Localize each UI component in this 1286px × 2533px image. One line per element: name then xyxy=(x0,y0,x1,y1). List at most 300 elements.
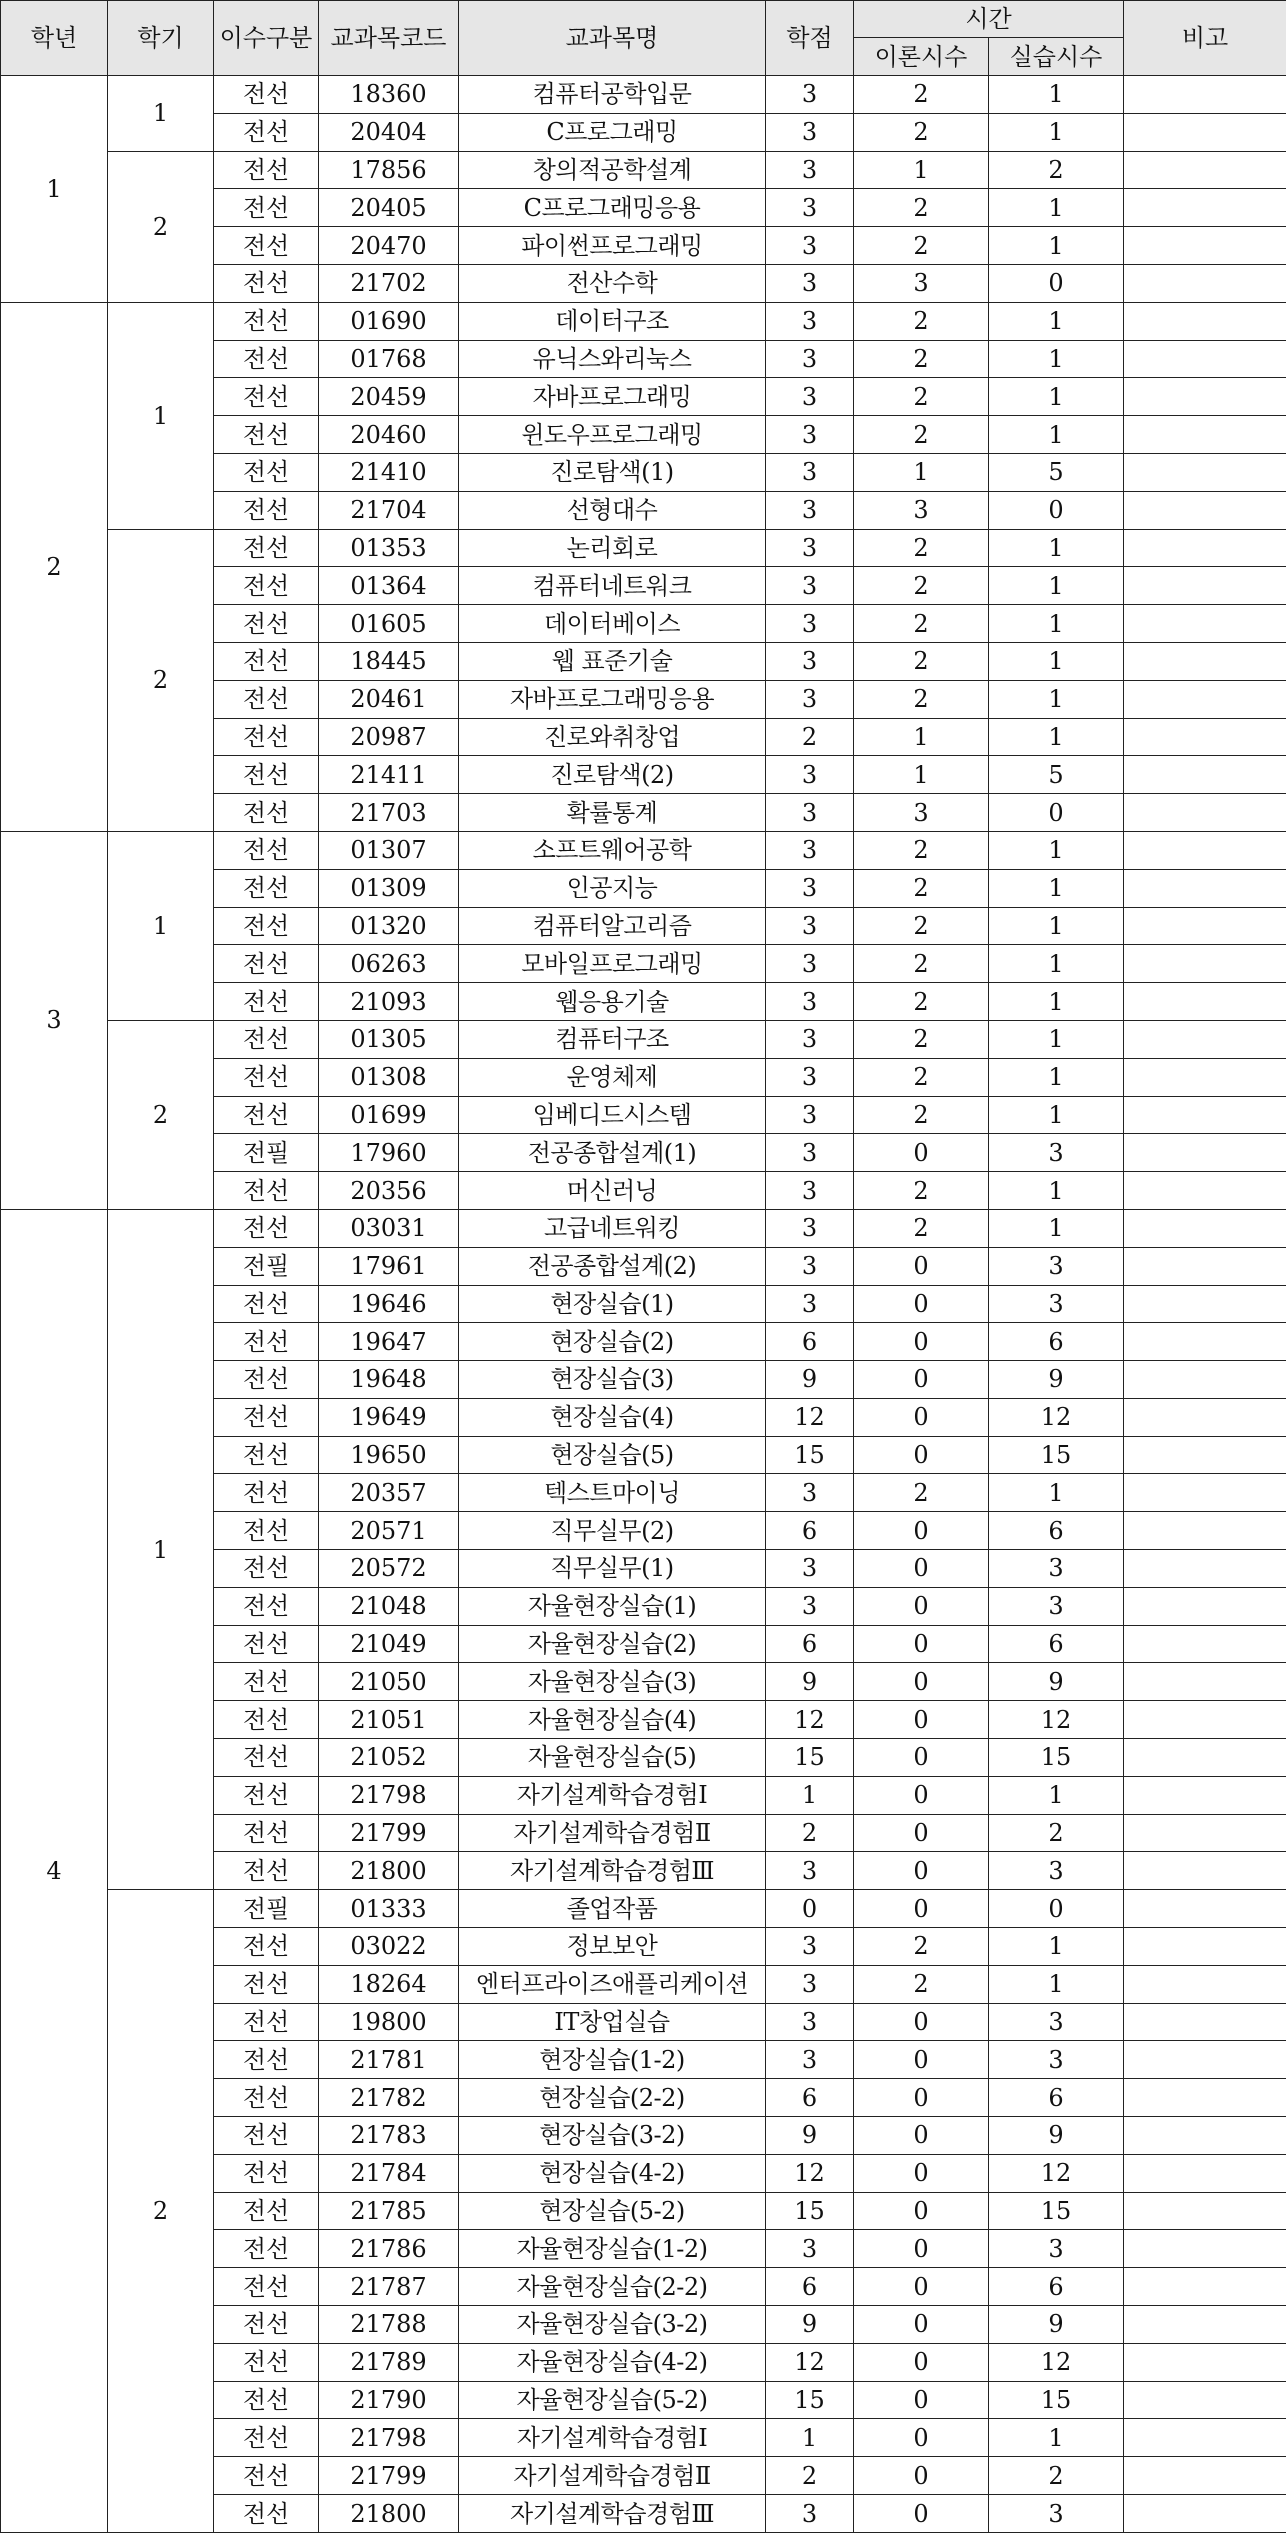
practice-hours-cell: 1 xyxy=(989,227,1124,265)
course-name-cell: 컴퓨터공학입문 xyxy=(459,76,766,114)
credit-cell: 3 xyxy=(766,1965,854,2003)
theory-hours-cell: 2 xyxy=(854,529,989,567)
credit-cell: 3 xyxy=(766,1852,854,1890)
course-code-cell: 21093 xyxy=(319,983,459,1021)
course-code-cell: 20470 xyxy=(319,227,459,265)
credit-cell: 3 xyxy=(766,756,854,794)
category-cell: 전선 xyxy=(214,2419,319,2457)
theory-hours-cell: 0 xyxy=(854,2495,989,2533)
table-row xyxy=(1,1020,1286,1058)
course-name-cell: 정보보안 xyxy=(459,1928,766,1966)
remark-cell xyxy=(1124,1587,1286,1625)
theory-hours-cell: 2 xyxy=(854,1965,989,2003)
course-code-cell: 21800 xyxy=(319,2495,459,2533)
practice-hours-cell: 3 xyxy=(989,1587,1124,1625)
practice-hours-cell: 1 xyxy=(989,983,1124,1021)
remark-cell xyxy=(1124,416,1286,454)
course-name-cell: 임베디드시스템 xyxy=(459,1096,766,1134)
credit-cell: 12 xyxy=(766,1701,854,1739)
category-cell: 전선 xyxy=(214,113,319,151)
header-course-name: 교과목명 xyxy=(459,1,766,76)
practice-hours-cell: 1 xyxy=(989,2419,1124,2457)
practice-hours-cell: 1 xyxy=(989,642,1124,680)
table-row xyxy=(1,831,1286,869)
course-name-cell: 진로와취창업 xyxy=(459,718,766,756)
course-name-cell: 자율현장실습(3-2) xyxy=(459,2306,766,2344)
category-cell: 전선 xyxy=(214,1058,319,1096)
course-name-cell: 현장실습(5) xyxy=(459,1436,766,1474)
practice-hours-cell: 12 xyxy=(989,1701,1124,1739)
category-cell: 전선 xyxy=(214,1398,319,1436)
course-code-cell: 21789 xyxy=(319,2343,459,2381)
course-name-cell: 텍스트마이닝 xyxy=(459,1474,766,1512)
remark-cell xyxy=(1124,1058,1286,1096)
credit-cell: 9 xyxy=(766,2306,854,2344)
course-code-cell: 19650 xyxy=(319,1436,459,1474)
practice-hours-cell: 3 xyxy=(989,1247,1124,1285)
year-cell: 2 xyxy=(1,302,108,831)
practice-hours-cell: 1 xyxy=(989,76,1124,114)
remark-cell xyxy=(1124,605,1286,643)
remark-cell xyxy=(1124,567,1286,605)
category-cell: 전필 xyxy=(214,1134,319,1172)
course-code-cell: 20404 xyxy=(319,113,459,151)
practice-hours-cell: 9 xyxy=(989,1663,1124,1701)
practice-hours-cell: 1 xyxy=(989,945,1124,983)
course-name-cell: 전공종합설계(1) xyxy=(459,1134,766,1172)
theory-hours-cell: 3 xyxy=(854,491,989,529)
course-name-cell: 웹 표준기술 xyxy=(459,642,766,680)
credit-cell: 3 xyxy=(766,567,854,605)
course-code-cell: 18445 xyxy=(319,642,459,680)
category-cell: 전선 xyxy=(214,491,319,529)
course-name-cell: 전공종합설계(2) xyxy=(459,1247,766,1285)
remark-cell xyxy=(1124,2230,1286,2268)
credit-cell: 6 xyxy=(766,2268,854,2306)
practice-hours-cell: 9 xyxy=(989,2117,1124,2155)
header-theory-hours: 이론시수 xyxy=(854,38,989,76)
course-name-cell: 컴퓨터구조 xyxy=(459,1020,766,1058)
practice-hours-cell: 3 xyxy=(989,2230,1124,2268)
remark-cell xyxy=(1124,1852,1286,1890)
practice-hours-cell: 1 xyxy=(989,340,1124,378)
course-name-cell: 현장실습(2-2) xyxy=(459,2079,766,2117)
course-name-cell: 컴퓨터네트워크 xyxy=(459,567,766,605)
credit-cell: 3 xyxy=(766,264,854,302)
header-row xyxy=(1,1,1286,38)
category-cell: 전선 xyxy=(214,1285,319,1323)
credit-cell: 15 xyxy=(766,1436,854,1474)
category-cell: 전선 xyxy=(214,2230,319,2268)
course-code-cell: 01307 xyxy=(319,831,459,869)
theory-hours-cell: 2 xyxy=(854,378,989,416)
category-cell: 전선 xyxy=(214,1814,319,1852)
course-code-cell: 21052 xyxy=(319,1739,459,1777)
category-cell: 전선 xyxy=(214,1209,319,1247)
category-cell: 전선 xyxy=(214,605,319,643)
theory-hours-cell: 0 xyxy=(854,1247,989,1285)
remark-cell xyxy=(1124,1701,1286,1739)
credit-cell: 3 xyxy=(766,1209,854,1247)
theory-hours-cell: 0 xyxy=(854,2154,989,2192)
remark-cell xyxy=(1124,2154,1286,2192)
category-cell: 전선 xyxy=(214,2192,319,2230)
course-code-cell: 21049 xyxy=(319,1625,459,1663)
theory-hours-cell: 0 xyxy=(854,2117,989,2155)
remark-cell xyxy=(1124,2268,1286,2306)
course-name-cell: 자바프로그래밍응용 xyxy=(459,680,766,718)
course-code-cell: 19648 xyxy=(319,1361,459,1399)
theory-hours-cell: 0 xyxy=(854,1398,989,1436)
category-cell: 전선 xyxy=(214,227,319,265)
course-code-cell: 01364 xyxy=(319,567,459,605)
course-name-cell: 졸업작품 xyxy=(459,1890,766,1928)
course-name-cell: 자율현장실습(4) xyxy=(459,1701,766,1739)
remark-cell xyxy=(1124,2419,1286,2457)
remark-cell xyxy=(1124,302,1286,340)
course-code-cell: 21783 xyxy=(319,2117,459,2155)
course-code-cell: 21782 xyxy=(319,2079,459,2117)
theory-hours-cell: 0 xyxy=(854,1852,989,1890)
practice-hours-cell: 5 xyxy=(989,453,1124,491)
semester-cell: 2 xyxy=(108,529,214,831)
theory-hours-cell: 2 xyxy=(854,76,989,114)
credit-cell: 3 xyxy=(766,189,854,227)
theory-hours-cell: 0 xyxy=(854,2457,989,2495)
remark-cell xyxy=(1124,1285,1286,1323)
category-cell: 전선 xyxy=(214,2457,319,2495)
semester-cell: 2 xyxy=(108,1890,214,2533)
credit-cell: 12 xyxy=(766,2343,854,2381)
theory-hours-cell: 0 xyxy=(854,1512,989,1550)
category-cell: 전선 xyxy=(214,1550,319,1588)
category-cell: 전선 xyxy=(214,416,319,454)
category-cell: 전선 xyxy=(214,1172,319,1210)
remark-cell xyxy=(1124,264,1286,302)
credit-cell: 9 xyxy=(766,1663,854,1701)
remark-cell xyxy=(1124,491,1286,529)
category-cell: 전선 xyxy=(214,1361,319,1399)
category-cell: 전선 xyxy=(214,1739,319,1777)
practice-hours-cell: 1 xyxy=(989,378,1124,416)
course-code-cell: 20405 xyxy=(319,189,459,227)
category-cell: 전선 xyxy=(214,378,319,416)
remark-cell xyxy=(1124,680,1286,718)
category-cell: 전선 xyxy=(214,302,319,340)
theory-hours-cell: 2 xyxy=(854,1020,989,1058)
credit-cell: 3 xyxy=(766,416,854,454)
theory-hours-cell: 0 xyxy=(854,2306,989,2344)
year-cell: 3 xyxy=(1,831,108,1209)
table-row xyxy=(1,1209,1286,1247)
theory-hours-cell: 0 xyxy=(854,1625,989,1663)
year-cell: 1 xyxy=(1,76,108,303)
theory-hours-cell: 2 xyxy=(854,113,989,151)
theory-hours-cell: 0 xyxy=(854,2230,989,2268)
practice-hours-cell: 6 xyxy=(989,1512,1124,1550)
credit-cell: 3 xyxy=(766,227,854,265)
credit-cell: 6 xyxy=(766,1625,854,1663)
practice-hours-cell: 2 xyxy=(989,2457,1124,2495)
practice-hours-cell: 3 xyxy=(989,2041,1124,2079)
category-cell: 전선 xyxy=(214,1928,319,1966)
theory-hours-cell: 2 xyxy=(854,189,989,227)
course-code-cell: 20987 xyxy=(319,718,459,756)
course-name-cell: 운영체제 xyxy=(459,1058,766,1096)
credit-cell: 3 xyxy=(766,1550,854,1588)
theory-hours-cell: 2 xyxy=(854,869,989,907)
category-cell: 전선 xyxy=(214,907,319,945)
remark-cell xyxy=(1124,1776,1286,1814)
practice-hours-cell: 3 xyxy=(989,1285,1124,1323)
course-code-cell: 20571 xyxy=(319,1512,459,1550)
remark-cell xyxy=(1124,1739,1286,1777)
course-code-cell: 01308 xyxy=(319,1058,459,1096)
category-cell: 전선 xyxy=(214,2343,319,2381)
remark-cell xyxy=(1124,113,1286,151)
theory-hours-cell: 2 xyxy=(854,227,989,265)
credit-cell: 3 xyxy=(766,1058,854,1096)
course-code-cell: 20357 xyxy=(319,1474,459,1512)
credit-cell: 9 xyxy=(766,2117,854,2155)
category-cell: 전선 xyxy=(214,264,319,302)
remark-cell xyxy=(1124,907,1286,945)
practice-hours-cell: 1 xyxy=(989,1172,1124,1210)
course-code-cell: 20459 xyxy=(319,378,459,416)
course-name-cell: 창의적공학설계 xyxy=(459,151,766,189)
course-name-cell: 자율현장실습(5) xyxy=(459,1739,766,1777)
category-cell: 전선 xyxy=(214,1323,319,1361)
theory-hours-cell: 0 xyxy=(854,1134,989,1172)
remark-cell xyxy=(1124,529,1286,567)
theory-hours-cell: 0 xyxy=(854,2192,989,2230)
theory-hours-cell: 0 xyxy=(854,1323,989,1361)
category-cell: 전선 xyxy=(214,151,319,189)
credit-cell: 3 xyxy=(766,1474,854,1512)
remark-cell xyxy=(1124,1436,1286,1474)
category-cell: 전선 xyxy=(214,2268,319,2306)
remark-cell xyxy=(1124,869,1286,907)
theory-hours-cell: 3 xyxy=(854,264,989,302)
credit-cell: 9 xyxy=(766,1361,854,1399)
practice-hours-cell: 1 xyxy=(989,567,1124,605)
category-cell: 전선 xyxy=(214,794,319,832)
category-cell: 전선 xyxy=(214,189,319,227)
credit-cell: 3 xyxy=(766,1134,854,1172)
course-code-cell: 17961 xyxy=(319,1247,459,1285)
theory-hours-cell: 3 xyxy=(854,794,989,832)
practice-hours-cell: 15 xyxy=(989,1739,1124,1777)
theory-hours-cell: 2 xyxy=(854,1928,989,1966)
remark-cell xyxy=(1124,151,1286,189)
header-semester: 학기 xyxy=(108,1,214,76)
table-row xyxy=(1,529,1286,567)
practice-hours-cell: 1 xyxy=(989,1474,1124,1512)
remark-cell xyxy=(1124,1663,1286,1701)
course-name-cell: 데이터베이스 xyxy=(459,605,766,643)
theory-hours-cell: 2 xyxy=(854,302,989,340)
course-code-cell: 21800 xyxy=(319,1852,459,1890)
remark-cell xyxy=(1124,1512,1286,1550)
remark-cell xyxy=(1124,1209,1286,1247)
remark-cell xyxy=(1124,2192,1286,2230)
theory-hours-cell: 0 xyxy=(854,1285,989,1323)
credit-cell: 3 xyxy=(766,1020,854,1058)
credit-cell: 3 xyxy=(766,907,854,945)
course-code-cell: 21051 xyxy=(319,1701,459,1739)
remark-cell xyxy=(1124,1474,1286,1512)
theory-hours-cell: 0 xyxy=(854,1739,989,1777)
course-name-cell: 유닉스와리눅스 xyxy=(459,340,766,378)
category-cell: 전선 xyxy=(214,2079,319,2117)
course-name-cell: 현장실습(4) xyxy=(459,1398,766,1436)
theory-hours-cell: 2 xyxy=(854,945,989,983)
practice-hours-cell: 1 xyxy=(989,1928,1124,1966)
credit-cell: 3 xyxy=(766,983,854,1021)
category-cell: 전선 xyxy=(214,945,319,983)
remark-cell xyxy=(1124,1965,1286,2003)
course-name-cell: 직무실무(1) xyxy=(459,1550,766,1588)
course-name-cell: 현장실습(4-2) xyxy=(459,2154,766,2192)
remark-cell xyxy=(1124,76,1286,114)
course-code-cell: 01768 xyxy=(319,340,459,378)
course-code-cell: 19800 xyxy=(319,2003,459,2041)
course-code-cell: 01605 xyxy=(319,605,459,643)
course-name-cell: 현장실습(3) xyxy=(459,1361,766,1399)
course-name-cell: 현장실습(3-2) xyxy=(459,2117,766,2155)
course-name-cell: 현장실습(5-2) xyxy=(459,2192,766,2230)
practice-hours-cell: 1 xyxy=(989,605,1124,643)
course-name-cell: 전산수학 xyxy=(459,264,766,302)
course-code-cell: 21410 xyxy=(319,453,459,491)
semester-cell: 1 xyxy=(108,1209,214,1889)
theory-hours-cell: 0 xyxy=(854,1663,989,1701)
credit-cell: 12 xyxy=(766,2154,854,2192)
theory-hours-cell: 0 xyxy=(854,1587,989,1625)
remark-cell xyxy=(1124,831,1286,869)
table-body xyxy=(1,76,1286,2533)
remark-cell xyxy=(1124,1020,1286,1058)
credit-cell: 3 xyxy=(766,1928,854,1966)
remark-cell xyxy=(1124,1096,1286,1134)
credit-cell: 0 xyxy=(766,1890,854,1928)
course-name-cell: 자기설계학습경험Ⅰ xyxy=(459,2419,766,2457)
practice-hours-cell: 3 xyxy=(989,1550,1124,1588)
credit-cell: 2 xyxy=(766,718,854,756)
credit-cell: 3 xyxy=(766,642,854,680)
category-cell: 전선 xyxy=(214,1776,319,1814)
course-name-cell: 인공지능 xyxy=(459,869,766,907)
course-code-cell: 01699 xyxy=(319,1096,459,1134)
credit-cell: 3 xyxy=(766,1587,854,1625)
remark-cell xyxy=(1124,1172,1286,1210)
remark-cell xyxy=(1124,227,1286,265)
theory-hours-cell: 1 xyxy=(854,718,989,756)
course-name-cell: 진로탐색(1) xyxy=(459,453,766,491)
header-year: 학년 xyxy=(1,1,108,76)
course-code-cell: 20356 xyxy=(319,1172,459,1210)
semester-cell: 2 xyxy=(108,151,214,302)
theory-hours-cell: 2 xyxy=(854,567,989,605)
theory-hours-cell: 0 xyxy=(854,2343,989,2381)
course-code-cell: 01309 xyxy=(319,869,459,907)
theory-hours-cell: 2 xyxy=(854,1474,989,1512)
semester-cell: 1 xyxy=(108,831,214,1020)
theory-hours-cell: 2 xyxy=(854,907,989,945)
practice-hours-cell: 1 xyxy=(989,1096,1124,1134)
category-cell: 전선 xyxy=(214,1587,319,1625)
course-name-cell: 현장실습(2) xyxy=(459,1323,766,1361)
course-name-cell: 자기설계학습경험Ⅲ xyxy=(459,1852,766,1890)
category-cell: 전선 xyxy=(214,453,319,491)
theory-hours-cell: 1 xyxy=(854,453,989,491)
course-name-cell: 자율현장실습(2) xyxy=(459,1625,766,1663)
course-name-cell: 진로탐색(2) xyxy=(459,756,766,794)
course-code-cell: 20461 xyxy=(319,680,459,718)
practice-hours-cell: 15 xyxy=(989,1436,1124,1474)
course-name-cell: 컴퓨터알고리즘 xyxy=(459,907,766,945)
course-name-cell: 소프트웨어공학 xyxy=(459,831,766,869)
credit-cell: 6 xyxy=(766,1512,854,1550)
practice-hours-cell: 12 xyxy=(989,1398,1124,1436)
practice-hours-cell: 1 xyxy=(989,1776,1124,1814)
category-cell: 전선 xyxy=(214,680,319,718)
credit-cell: 15 xyxy=(766,2381,854,2419)
remark-cell xyxy=(1124,1814,1286,1852)
credit-cell: 6 xyxy=(766,1323,854,1361)
header-remark: 비고 xyxy=(1124,1,1286,76)
remark-cell xyxy=(1124,2306,1286,2344)
remark-cell xyxy=(1124,1323,1286,1361)
theory-hours-cell: 2 xyxy=(854,642,989,680)
practice-hours-cell: 12 xyxy=(989,2343,1124,2381)
category-cell: 전선 xyxy=(214,2495,319,2533)
theory-hours-cell: 2 xyxy=(854,1209,989,1247)
course-code-cell: 21704 xyxy=(319,491,459,529)
credit-cell: 6 xyxy=(766,2079,854,2117)
theory-hours-cell: 0 xyxy=(854,2079,989,2117)
practice-hours-cell: 6 xyxy=(989,2268,1124,2306)
credit-cell: 3 xyxy=(766,378,854,416)
practice-hours-cell: 3 xyxy=(989,2003,1124,2041)
header-hours: 시간 xyxy=(854,1,1124,38)
course-code-cell: 21798 xyxy=(319,1776,459,1814)
theory-hours-cell: 2 xyxy=(854,831,989,869)
category-cell: 전선 xyxy=(214,1701,319,1739)
header-practice-hours: 실습시수 xyxy=(989,38,1124,76)
practice-hours-cell: 6 xyxy=(989,2079,1124,2117)
practice-hours-cell: 1 xyxy=(989,869,1124,907)
theory-hours-cell: 0 xyxy=(854,1814,989,1852)
course-name-cell: 자율현장실습(1) xyxy=(459,1587,766,1625)
practice-hours-cell: 1 xyxy=(989,718,1124,756)
category-cell: 전선 xyxy=(214,1965,319,2003)
course-code-cell: 01353 xyxy=(319,529,459,567)
remark-cell xyxy=(1124,189,1286,227)
remark-cell xyxy=(1124,642,1286,680)
theory-hours-cell: 2 xyxy=(854,1172,989,1210)
course-code-cell: 21799 xyxy=(319,1814,459,1852)
practice-hours-cell: 1 xyxy=(989,907,1124,945)
course-name-cell: 자율현장실습(5-2) xyxy=(459,2381,766,2419)
year-cell: 4 xyxy=(1,1209,108,2532)
theory-hours-cell: 2 xyxy=(854,983,989,1021)
credit-cell: 1 xyxy=(766,2419,854,2457)
course-name-cell: 모바일프로그래밍 xyxy=(459,945,766,983)
header-course-code: 교과목코드 xyxy=(319,1,459,76)
practice-hours-cell: 3 xyxy=(989,1134,1124,1172)
course-code-cell: 01690 xyxy=(319,302,459,340)
